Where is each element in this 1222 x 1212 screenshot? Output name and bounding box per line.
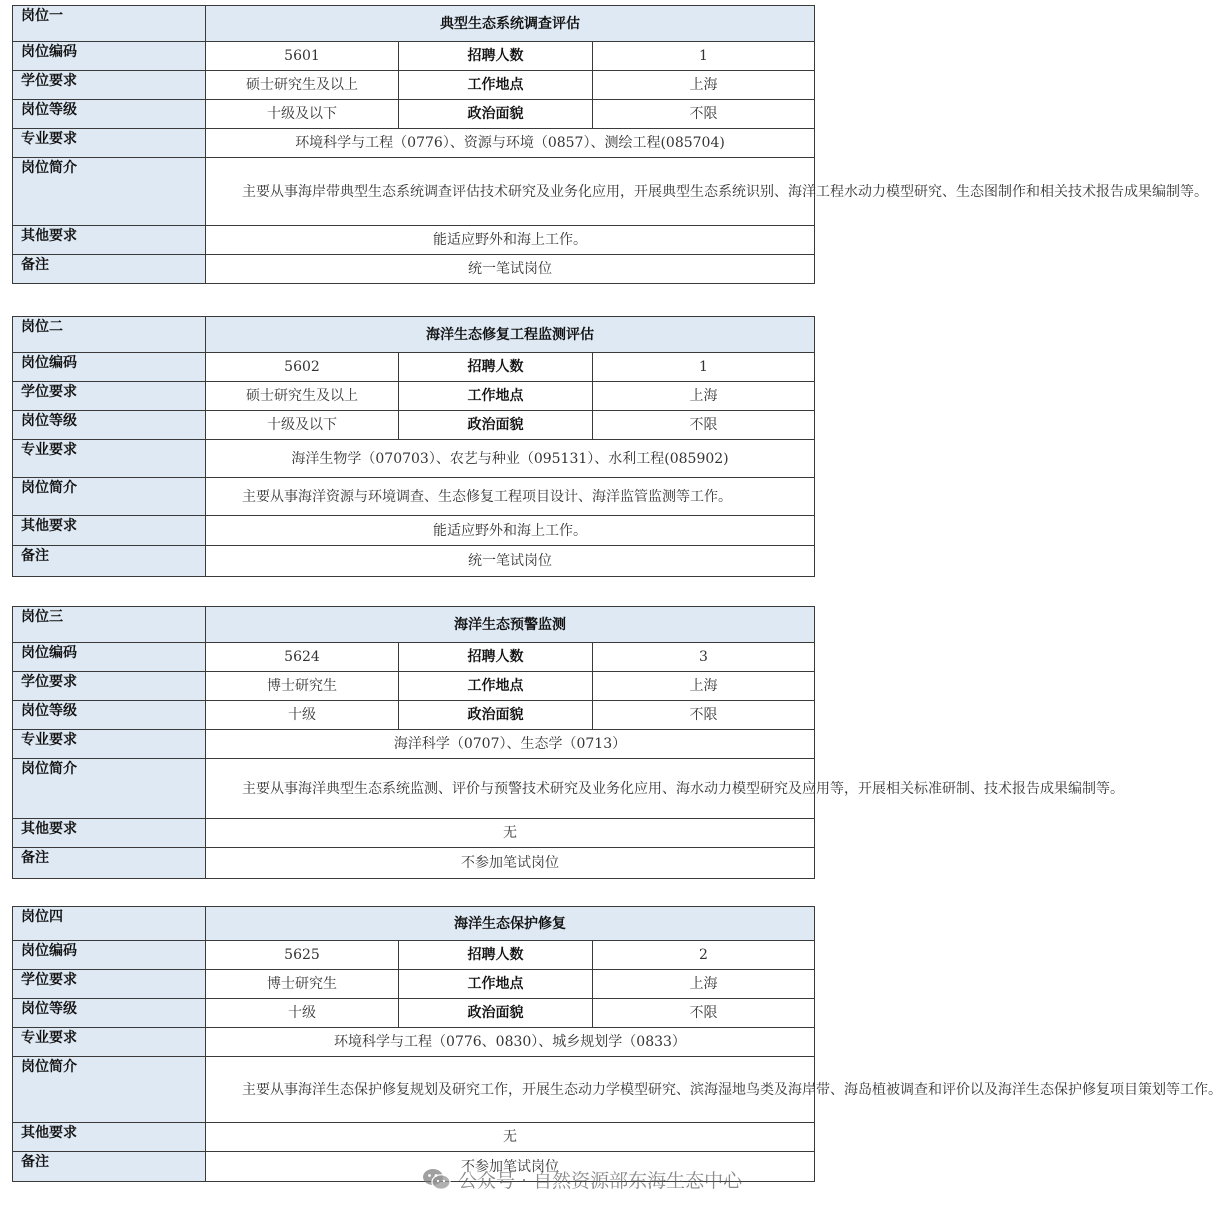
position-other: 能适应野外和海上工作。 <box>206 516 815 546</box>
position-name: 岗位四 <box>13 907 206 941</box>
position-code: 5624 <box>206 643 399 672</box>
position-title: 海洋生态预警监测 <box>206 607 815 643</box>
label-code: 岗位编码 <box>13 643 206 672</box>
label-other: 其他要求 <box>13 226 206 255</box>
position-table-1 <box>12 5 1208 284</box>
position-intro-text: 主要从事海洋典型生态系统监测、评价与预警技术研究及业务化应用、海水动力模型研究及应用等，开展相关标准研制、技术报告成果编制等。 <box>242 780 1124 797</box>
position-political: 不限 <box>593 701 815 730</box>
position-table-4 <box>12 906 1222 1182</box>
position-note: 统一笔试岗位 <box>206 546 815 577</box>
position-level: 十级 <box>206 999 399 1028</box>
label-intro: 岗位简介 <box>13 158 206 226</box>
label-location: 工作地点 <box>399 672 593 701</box>
position-location: 上海 <box>593 382 815 411</box>
label-code: 岗位编码 <box>13 42 206 71</box>
label-location: 工作地点 <box>399 71 593 100</box>
position-note: 不参加笔试岗位 <box>206 1152 815 1182</box>
label-note: 备注 <box>13 848 206 879</box>
position-other: 能适应野外和海上工作。 <box>206 226 815 255</box>
position-note: 统一笔试岗位 <box>206 255 815 284</box>
position-level: 十级 <box>206 701 399 730</box>
label-major: 专业要求 <box>13 1028 206 1057</box>
position-location: 上海 <box>593 71 815 100</box>
position-table-3 <box>12 606 1124 879</box>
position-location: 上海 <box>593 970 815 999</box>
position-code: 5601 <box>206 42 399 71</box>
label-major: 专业要求 <box>13 730 206 759</box>
label-code: 岗位编码 <box>13 353 206 382</box>
position-major: 海洋生物学（070703）、农艺与种业（095131）、水利工程(085902) <box>206 440 815 478</box>
label-level: 岗位等级 <box>13 100 206 129</box>
position-table-2 <box>12 316 815 577</box>
position-political: 不限 <box>593 411 815 440</box>
label-level: 岗位等级 <box>13 701 206 730</box>
wechat-icon <box>422 1167 452 1193</box>
label-count: 招聘人数 <box>399 42 593 71</box>
label-other: 其他要求 <box>13 516 206 546</box>
position-count: 1 <box>593 353 815 382</box>
label-note: 备注 <box>13 255 206 284</box>
position-degree: 博士研究生 <box>206 672 399 701</box>
label-intro: 岗位简介 <box>13 759 206 819</box>
label-political: 政治面貌 <box>399 701 593 730</box>
label-code: 岗位编码 <box>13 941 206 970</box>
position-name: 岗位一 <box>13 6 206 42</box>
position-intro <box>206 478 815 516</box>
position-other: 无 <box>206 1123 815 1152</box>
position-intro-text: 主要从事海洋生态保护修复规划及研究工作，开展生态动力学模型研究、滨海湿地鸟类及海岸带、海岛植被调查和评价以及海洋生态保护修复项目策划等工作。 <box>242 1081 1222 1098</box>
position-intro-text: 主要从事海洋资源与环境调查、生态修复工程项目设计、海洋监管监测等工作。 <box>242 488 732 505</box>
label-note: 备注 <box>13 1152 206 1182</box>
position-intro <box>206 158 1208 226</box>
position-political: 不限 <box>593 100 815 129</box>
position-degree: 硕士研究生及以上 <box>206 382 399 411</box>
label-major: 专业要求 <box>13 440 206 478</box>
label-political: 政治面貌 <box>399 100 593 129</box>
position-title: 海洋生态保护修复 <box>206 907 815 941</box>
position-location: 上海 <box>593 672 815 701</box>
position-count: 3 <box>593 643 815 672</box>
label-note: 备注 <box>13 546 206 577</box>
position-title: 海洋生态修复工程监测评估 <box>206 317 815 353</box>
position-degree: 博士研究生 <box>206 970 399 999</box>
position-political: 不限 <box>593 999 815 1028</box>
label-intro: 岗位简介 <box>13 1057 206 1123</box>
label-major: 专业要求 <box>13 129 206 158</box>
label-degree: 学位要求 <box>13 382 206 411</box>
position-note: 不参加笔试岗位 <box>206 848 815 879</box>
label-degree: 学位要求 <box>13 71 206 100</box>
watermark <box>422 1166 742 1193</box>
position-intro-text: 主要从事海岸带典型生态系统调查评估技术研究及业务化应用，开展典型生态系统识别、海洋工程水动力模型研究、生态图制作和相关技术报告成果编制等。 <box>242 183 1208 200</box>
position-count: 2 <box>593 941 815 970</box>
label-intro: 岗位简介 <box>13 478 206 516</box>
position-intro <box>206 1057 1222 1123</box>
position-code: 5625 <box>206 941 399 970</box>
position-code: 5602 <box>206 353 399 382</box>
label-level: 岗位等级 <box>13 411 206 440</box>
label-other: 其他要求 <box>13 819 206 848</box>
label-count: 招聘人数 <box>399 353 593 382</box>
label-location: 工作地点 <box>399 382 593 411</box>
label-count: 招聘人数 <box>399 643 593 672</box>
label-location: 工作地点 <box>399 970 593 999</box>
label-political: 政治面貌 <box>399 999 593 1028</box>
position-major: 海洋科学（0707）、生态学（0713） <box>206 730 815 759</box>
label-political: 政治面貌 <box>399 411 593 440</box>
position-intro <box>206 759 1124 819</box>
watermark-text: 公众号 · 自然资源部东海生态中心 <box>458 1170 743 1192</box>
label-count: 招聘人数 <box>399 941 593 970</box>
label-degree: 学位要求 <box>13 970 206 999</box>
label-level: 岗位等级 <box>13 999 206 1028</box>
position-major: 环境科学与工程（0776）、资源与环境（0857）、测绘工程(085704) <box>206 129 815 158</box>
position-count: 1 <box>593 42 815 71</box>
position-name: 岗位三 <box>13 607 206 643</box>
position-degree: 硕士研究生及以上 <box>206 71 399 100</box>
position-name: 岗位二 <box>13 317 206 353</box>
position-title: 典型生态系统调查评估 <box>206 6 815 42</box>
position-level: 十级及以下 <box>206 411 399 440</box>
position-level: 十级及以下 <box>206 100 399 129</box>
position-major: 环境科学与工程（0776、0830）、城乡规划学（0833） <box>206 1028 815 1057</box>
label-other: 其他要求 <box>13 1123 206 1152</box>
label-degree: 学位要求 <box>13 672 206 701</box>
position-other: 无 <box>206 819 815 848</box>
